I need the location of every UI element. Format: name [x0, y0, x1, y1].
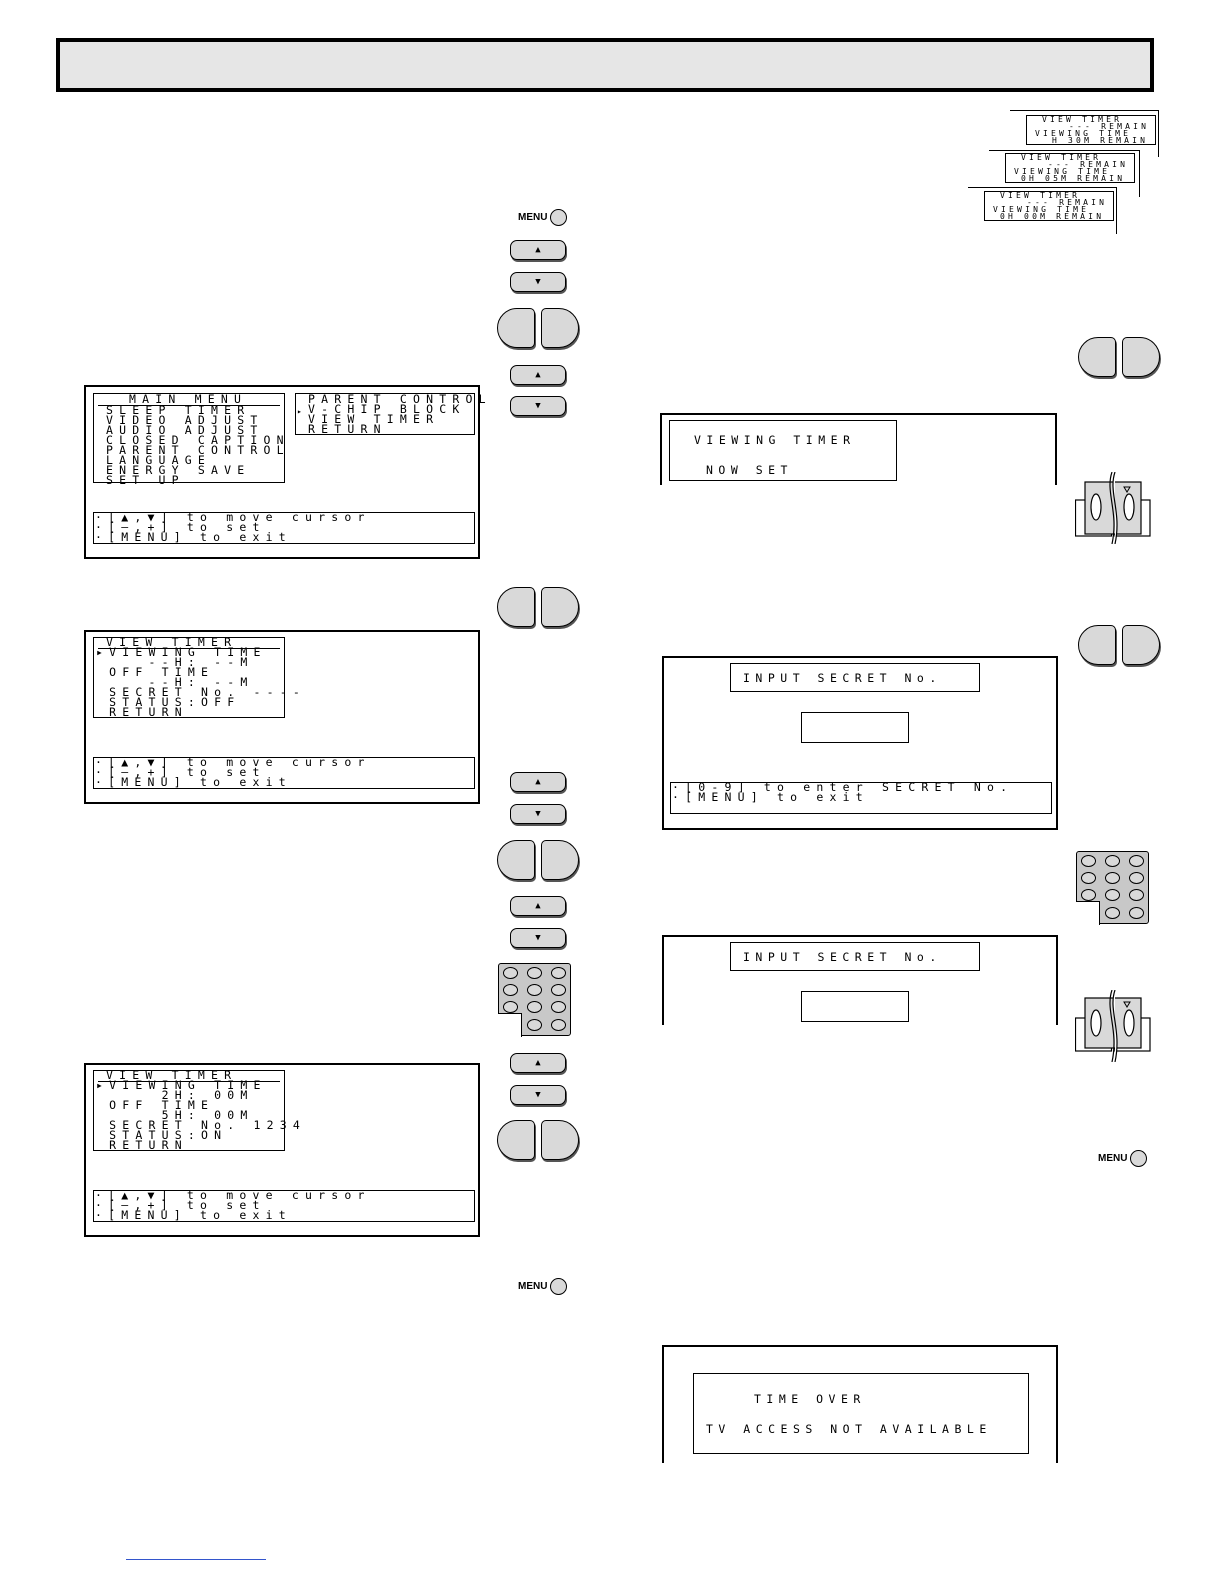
up-button[interactable] [510, 240, 566, 260]
help-line: ·[0-9] to enter SECRET No. [672, 780, 1014, 794]
remain-display-2 [1005, 153, 1135, 183]
key-enter[interactable] [551, 1019, 566, 1031]
tv-power-switch-icon [1075, 472, 1151, 544]
main-menu-title: MAIN MENU [129, 392, 248, 406]
secret-number-field[interactable] [801, 991, 909, 1022]
help-line: ·[–,+] to set [95, 520, 266, 534]
view-timer-screen-empty [84, 630, 480, 804]
key-3[interactable] [1129, 855, 1144, 867]
remain-line: --- REMAIN [1027, 198, 1108, 207]
help-line: ·[MENU] to exit [95, 530, 292, 544]
menu-item-language[interactable]: LANGUAGE [106, 453, 211, 467]
view-timer-title: VIEW TIMER [106, 1068, 238, 1082]
down-arrow-icon: ▼ [535, 1090, 541, 1100]
menu-button[interactable] [1098, 1150, 1147, 1167]
selection-marker-icon: ▸ [297, 407, 302, 416]
up-arrow-icon: ▲ [535, 777, 541, 787]
parent-control-submenu [295, 392, 492, 436]
remain-line: 0H 00M REMAIN [1000, 212, 1105, 221]
menu-item-parent-control[interactable]: PARENT CONTROL [106, 443, 290, 457]
up-arrow-icon: ▲ [535, 370, 541, 380]
page-header-bar [56, 38, 1154, 92]
key-9[interactable] [551, 1001, 566, 1013]
menu-button-label: MENU [518, 1281, 548, 1292]
time-over-screen [662, 1345, 1058, 1463]
secret-title: INPUT SECRET No. [743, 671, 942, 685]
up-button[interactable] [510, 772, 566, 792]
minus-button[interactable] [497, 587, 535, 627]
menu-circle-icon [1130, 1150, 1147, 1167]
remain-title: VIEW TIMER [1042, 115, 1123, 124]
remain-line: H 30M REMAIN [1052, 136, 1149, 145]
main-menu-screen [84, 385, 492, 559]
down-arrow-icon: ▼ [535, 933, 541, 943]
view-timer-line[interactable]: STATUS:ON [96, 1128, 228, 1142]
down-button[interactable] [510, 928, 566, 948]
plus-button[interactable] [541, 840, 579, 880]
menu-button-label: MENU [1098, 1153, 1128, 1164]
down-button[interactable] [510, 804, 566, 824]
menu-circle-icon [550, 1278, 567, 1295]
minus-button[interactable] [497, 308, 535, 348]
secret-title: INPUT SECRET No. [743, 950, 942, 964]
key-6[interactable] [1129, 872, 1144, 884]
key-8[interactable] [1105, 889, 1120, 901]
down-button[interactable] [510, 272, 566, 292]
up-button[interactable] [510, 365, 566, 385]
menu-item-video-adjust[interactable]: VIDEO ADJUST [106, 413, 264, 427]
input-secret-screen-partial [662, 935, 1058, 1025]
remain-line: 0H 05M REMAIN [1021, 174, 1126, 183]
remain-line: --- REMAIN [1069, 122, 1150, 131]
key-6[interactable] [551, 984, 566, 996]
view-timer-line: 2H: 00M [96, 1088, 254, 1102]
view-timer-line[interactable]: RETURN [96, 1138, 188, 1152]
up-button[interactable] [510, 896, 566, 916]
view-timer-line: --H: --M [96, 655, 254, 669]
now-set-label: NOW SET [706, 463, 793, 477]
submenu-item-view-timer[interactable]: VIEW TIMER [308, 412, 440, 426]
key-0[interactable] [1105, 907, 1120, 919]
main-menu-help [93, 512, 475, 544]
up-arrow-icon: ▲ [535, 901, 541, 911]
down-arrow-icon: ▼ [535, 277, 541, 287]
view-timer-screen-set [84, 1063, 480, 1237]
down-button[interactable] [510, 1085, 566, 1105]
menu-item-sleep-timer[interactable]: SLEEP TIMER [106, 403, 251, 417]
up-button[interactable] [510, 1053, 566, 1073]
remain-line: --- REMAIN [1048, 160, 1129, 169]
down-button[interactable] [510, 396, 566, 416]
viewing-timer-set-box [669, 420, 897, 481]
submenu-item-return[interactable]: RETURN [308, 422, 387, 436]
view-timer-help [93, 757, 475, 789]
plus-button[interactable] [541, 1120, 579, 1160]
footer-link-underline [126, 1559, 266, 1560]
help-line: ·[▲,▼] to move cursor [95, 510, 371, 524]
key-7[interactable] [503, 1001, 518, 1013]
view-timer-line[interactable]: RETURN [96, 705, 188, 719]
remain-title: VIEW TIMER [1021, 153, 1102, 162]
view-timer-line: --H: --M [96, 675, 254, 689]
up-arrow-icon: ▲ [535, 245, 541, 255]
view-timer-help [93, 1190, 475, 1222]
secret-title-box [730, 942, 980, 971]
number-keypad[interactable] [1076, 851, 1149, 924]
help-line: ·[MENU] to exit [95, 775, 292, 789]
secret-number-field[interactable] [801, 712, 909, 743]
view-timer-list [93, 1068, 306, 1152]
menu-item-closed-caption[interactable]: CLOSED CAPTION [106, 433, 290, 447]
menu-item-audio-adjust[interactable]: AUDIO ADJUST [106, 423, 264, 437]
help-line: ·[▲,▼] to move cursor [95, 755, 371, 769]
input-secret-screen [662, 656, 1058, 830]
plus-button[interactable] [1122, 337, 1160, 377]
menu-button-label: MENU [518, 212, 548, 223]
view-timer-line[interactable]: OFF TIME [96, 665, 215, 679]
menu-item-energy-save[interactable]: ENERGY SAVE [106, 463, 251, 477]
menu-button[interactable] [518, 209, 567, 226]
remain-line: VIEWING TIME [993, 205, 1090, 214]
view-timer-list [93, 635, 306, 719]
plus-button[interactable] [1122, 625, 1160, 665]
viewing-timer-label: VIEWING TIMER [694, 433, 856, 447]
key-0[interactable] [527, 1019, 542, 1031]
remain-title: VIEW TIMER [1000, 191, 1081, 200]
minus-button[interactable] [497, 840, 535, 880]
remain-line: VIEWING TIME [1014, 167, 1111, 176]
menu-button[interactable] [518, 1278, 567, 1295]
key-5[interactable] [1105, 872, 1120, 884]
secret-title-box [730, 663, 980, 692]
key-4[interactable] [503, 984, 518, 996]
key-1[interactable] [503, 967, 518, 979]
remain-display-3 [984, 191, 1114, 221]
view-timer-line: 5H: 00M [96, 1108, 254, 1122]
view-timer-line[interactable]: ▸VIEWING TIME [96, 1078, 267, 1092]
main-menu-list [93, 392, 290, 487]
key-3[interactable] [551, 967, 566, 979]
up-arrow-icon: ▲ [535, 1058, 541, 1068]
help-line: ·[–,+] to set [95, 1198, 266, 1212]
key-4[interactable] [1081, 872, 1096, 884]
tv-power-switch-icon [1075, 990, 1151, 1062]
view-timer-title: VIEW TIMER [106, 635, 238, 649]
down-arrow-icon: ▼ [535, 401, 541, 411]
key-enter[interactable] [1129, 907, 1144, 919]
access-not-available-label: TV ACCESS NOT AVAILABLE [706, 1422, 992, 1436]
view-timer-line[interactable]: SECRET No. ---- [96, 685, 306, 699]
key-5[interactable] [527, 984, 542, 996]
plus-button[interactable] [541, 587, 579, 627]
view-timer-line[interactable]: OFF TIME [96, 1098, 215, 1112]
view-timer-line[interactable]: SECRET No. 1234 [96, 1118, 306, 1132]
menu-circle-icon [550, 209, 567, 226]
key-8[interactable] [527, 1001, 542, 1013]
secret-help [670, 782, 1052, 814]
key-2[interactable] [1105, 855, 1120, 867]
number-keypad[interactable] [498, 963, 571, 1036]
key-9[interactable] [1129, 889, 1144, 901]
help-line: ·[–,+] to set [95, 765, 266, 779]
minus-button[interactable] [497, 1120, 535, 1160]
menu-item-set-up[interactable]: SET UP [106, 473, 185, 487]
key-1[interactable] [1081, 855, 1096, 867]
submenu-item-vchip-block[interactable]: V-CHIP BLOCK [308, 402, 466, 416]
view-timer-line[interactable]: ▸VIEWING TIME [96, 645, 267, 659]
help-line: ·[MENU] to exit [95, 1208, 292, 1222]
view-timer-line[interactable]: STATUS:OFF [96, 695, 241, 709]
key-2[interactable] [527, 967, 542, 979]
plus-button[interactable] [541, 308, 579, 348]
key-7[interactable] [1081, 889, 1096, 901]
viewing-timer-set-screen [660, 413, 1057, 485]
minus-button[interactable] [1078, 625, 1116, 665]
submenu-title: PARENT CONTROL [308, 392, 492, 406]
remain-display-1 [1026, 115, 1156, 145]
time-over-label: TIME OVER [754, 1392, 866, 1406]
time-over-box [693, 1373, 1029, 1454]
help-line: ·[▲,▼] to move cursor [95, 1188, 371, 1202]
minus-button[interactable] [1078, 337, 1116, 377]
remain-line: VIEWING TIME [1035, 129, 1132, 138]
help-line: ·[MENU] to exit [672, 790, 869, 804]
down-arrow-icon: ▼ [535, 809, 541, 819]
